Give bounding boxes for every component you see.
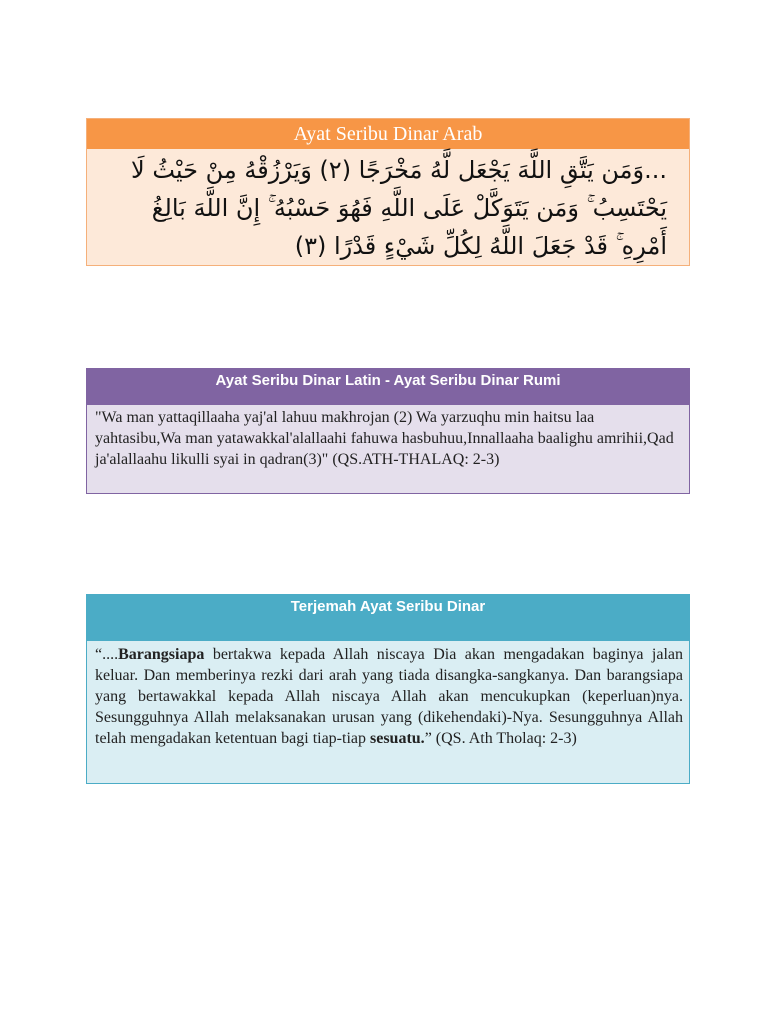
latin-verse-box	[86, 368, 690, 494]
arabic-verse-part-4: قَدْ جَعَلَ اللَّهُ لِكُلِّ شَيْءٍ قَدْرًا (٣)	[294, 232, 609, 260]
arabic-verse-text	[87, 149, 689, 265]
translation-box-title: Terjemah Ayat Seribu Dinar	[87, 595, 689, 641]
translation-citation: ” (QS. Ath Tholaq: 2-3)	[424, 730, 577, 747]
arabic-verse-part-3: إِنَّ اللَّهَ بَالِغُ أَمْرِهِ	[151, 194, 667, 260]
latin-verse-text: "Wa man yattaqillaaha yaj'al lahuu makhrojan (2) Wa yarzuqhu min haitsu laa yahtasibu,Wa man yatawakkal'alallaahi fahuwa hasbuhuu,Innallaaha baalighu amrihii,Qad ja'alallaahu likulli syai in qadran(3)" (QS.ATH-THALAQ: 2-3)	[95, 409, 674, 468]
translation-text	[87, 641, 689, 749]
arabic-verse-part-1: ...وَمَن يَتَّقِ اللَّهَ يَجْعَل لَّهُ مَخْرَجًا (٢) وَيَرْزُقْهُ مِنْ حَيْثُ لَا يَحْتَسِبُ	[131, 156, 667, 222]
translation-open-quote: “....	[95, 646, 119, 663]
translation-box	[86, 594, 690, 784]
arabic-verse-part-2: وَمَن يَتَوَكَّلْ عَلَى اللَّهِ فَهُوَ حَسْبُهُ	[273, 194, 579, 222]
arabic-verse-box	[86, 118, 690, 266]
arabic-box-title: Ayat Seribu Dinar Arab	[87, 119, 689, 149]
latin-box-title: Ayat Seribu Dinar Latin - Ayat Seribu Dinar Rumi	[87, 369, 689, 405]
translation-bold-word: Barangsiapa	[118, 646, 205, 663]
translation-body-part-1: bertakwa kepada Allah niscaya Dia akan mengadakan baginya jalan keluar. Dan memberinya rezki dari arah yang tiada disangka-sangkanya. Dan barangsiapa yang bertawakkal kepada Allah niscaya Allah akan mencukupkan (keperluan)nya. Sesungguhnya Allah melaksanakan urusan yang (dikehendaki)-Nya. Sesungguhnya Allah telah mengadakan ketentuan bagi tiap-tiap	[95, 646, 683, 747]
translation-bold-word: sesuatu.	[370, 730, 425, 747]
